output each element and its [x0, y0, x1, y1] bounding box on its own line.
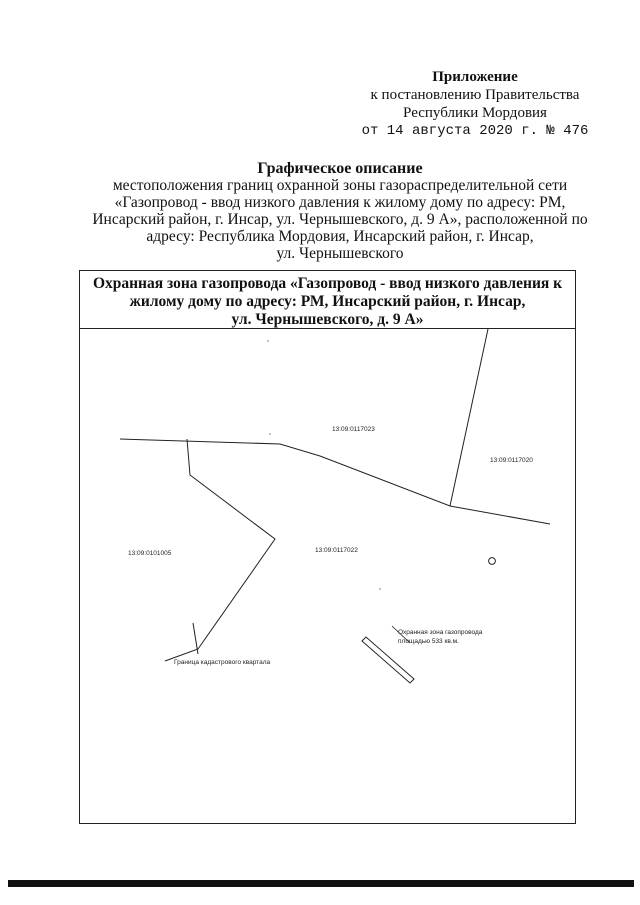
boundary-label: Граница кадастрового квартала	[174, 659, 271, 666]
cadastral-boundary-top	[120, 439, 550, 524]
map-title-line-3: ул. Чернышевского, д. 9 А»	[231, 311, 424, 328]
description-line-2: «Газопровод - ввод низкого давления к жилому дому по адресу: РМ,	[114, 194, 566, 211]
map-title-line-2: жилому дому по адресу: РМ, Инсарский район, г. Инсар,	[129, 293, 526, 310]
appendix-line-2: Республики Мордовия	[403, 105, 547, 121]
map-artifact-dot	[267, 340, 269, 342]
description-line-4: адресу: Республика Мордовия, Инсарский район, г. Инсар,	[146, 228, 534, 245]
boundary-pointer	[193, 623, 198, 654]
cadastral-boundary-left	[165, 439, 275, 661]
map-artifact-dot	[379, 588, 381, 590]
zone-label-line-1: Охранная зона газопровода	[398, 629, 483, 636]
appendix-header	[330, 68, 620, 140]
cadastral-map	[80, 271, 577, 825]
parcel-label-p3: 13:09:0101005	[128, 550, 172, 557]
description-line-3: Инсарский район, г. Инсар, ул. Чернышевского, д. 9 А», расположенной по	[92, 211, 588, 228]
appendix-date-line: от 14 августа 2020 г. № 476	[361, 123, 589, 139]
zone-label-line-2: площадью 533 кв.м.	[398, 638, 459, 645]
appendix-title: Приложение	[432, 69, 518, 85]
map-title-line-1: Охранная зона газопровода «Газопровод - ввод низкого давления к	[92, 275, 563, 292]
cadastral-boundary-right	[450, 329, 488, 506]
description-block	[80, 160, 600, 262]
description-line-1: местоположения границ охранной зоны газораспределительной сети	[112, 177, 568, 194]
survey-marker-circle	[489, 558, 496, 565]
appendix-line-1: к постановлению Правительства	[370, 87, 580, 103]
map-artifact-dot	[269, 433, 271, 435]
description-line-5: ул. Чернышевского	[276, 245, 404, 262]
description-title: Графическое описание	[257, 160, 423, 177]
scan-footer-bar	[8, 880, 634, 887]
map-frame	[79, 270, 576, 824]
parcel-label-p1: 13:09:0117023	[332, 426, 375, 433]
parcel-label-p2: 13:09:0117020	[490, 457, 533, 464]
parcel-label-p4: 13:09:0117022	[315, 547, 358, 554]
